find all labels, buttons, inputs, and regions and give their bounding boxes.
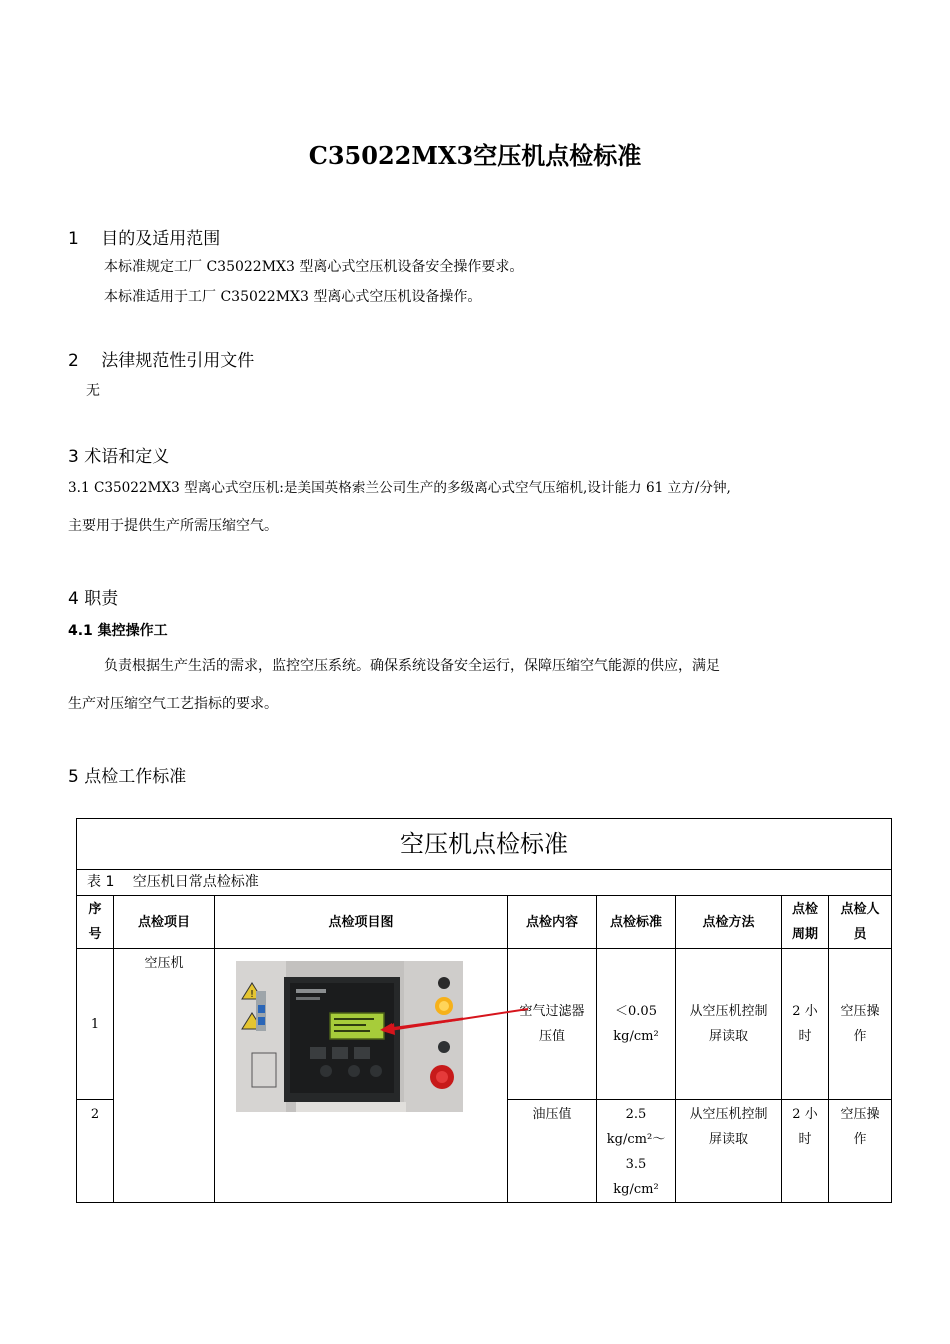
section-4-1-heading: 4.1 集控操作工 (68, 623, 168, 639)
row-2-content: 油压值 (508, 1100, 597, 1203)
section-3-paragraph-1: 3.1 C35022MX3 型离心式空压机:是美国英格索兰公司生产的多级离心式空气压缩机,设计能力 61 立方/分钟, (68, 480, 731, 496)
header-item: 点检项目 (114, 896, 215, 949)
header-standard: 点检标准 (597, 896, 676, 949)
section-1-heading: 1 目的及适用范围 (68, 229, 221, 249)
section-2-paragraph: 无 (86, 383, 100, 399)
row-2-seq: 2 (77, 1100, 114, 1203)
row-2-person: 空压操 作 (829, 1100, 892, 1203)
document-title: C35022MX3空压机点检标准 (308, 141, 642, 170)
table-title: 空压机点检标准 (77, 819, 892, 870)
control-panel-photo (236, 961, 463, 1112)
header-period: 点检 周期 (782, 896, 829, 949)
header-method: 点检方法 (676, 896, 782, 949)
row-1-seq: 1 (77, 949, 114, 1100)
row-2-period: 2 小 时 (782, 1100, 829, 1203)
row-1-item: 空压机 (114, 949, 215, 1203)
section-1-paragraph-1: 本标准规定工厂 C35022MX3 型离心式空压机设备安全操作要求。 (104, 259, 524, 275)
section-3-heading: 3 术语和定义 (68, 447, 170, 467)
section-4-paragraph-2: 生产对压缩空气工艺指标的要求。 (68, 696, 278, 712)
row-1-content: 空气过滤器 压值 (508, 949, 597, 1100)
section-2-heading: 2 法律规范性引用文件 (68, 351, 255, 371)
svg-text:!: ! (249, 989, 255, 1000)
row-1-person: 空压操 作 (829, 949, 892, 1100)
section-5-heading: 5 点检工作标准 (68, 767, 187, 787)
header-image: 点检项目图 (215, 896, 508, 949)
section-3-paragraph-2: 主要用于提供生产所需压缩空气。 (68, 518, 278, 534)
row-1-standard: ＜0.05 kg/cm² (597, 949, 676, 1100)
pointer-arrow-icon (380, 1005, 530, 1035)
row-1-method: 从空压机控制 屏读取 (676, 949, 782, 1100)
header-person: 点检人 员 (829, 896, 892, 949)
table-header-row (77, 896, 892, 949)
header-content: 点检内容 (508, 896, 597, 949)
table-caption: 表 1 空压机日常点检标准 (77, 870, 892, 896)
header-seq: 序 号 (77, 896, 114, 949)
section-1-paragraph-2: 本标准适用于工厂 C35022MX3 型离心式空压机设备操作。 (104, 289, 482, 305)
section-4-paragraph-1: 负责根据生产生活的需求，监控空压系统。确保系统设备安全运行，保障压缩空气能源的供应，满足 (104, 658, 720, 674)
row-2-method: 从空压机控制 屏读取 (676, 1100, 782, 1203)
section-4-heading: 4 职责 (68, 589, 119, 609)
row-2-standard: 2.5 kg/cm²～ 3.5 kg/cm² (597, 1100, 676, 1203)
row-1-period: 2 小 时 (782, 949, 829, 1100)
